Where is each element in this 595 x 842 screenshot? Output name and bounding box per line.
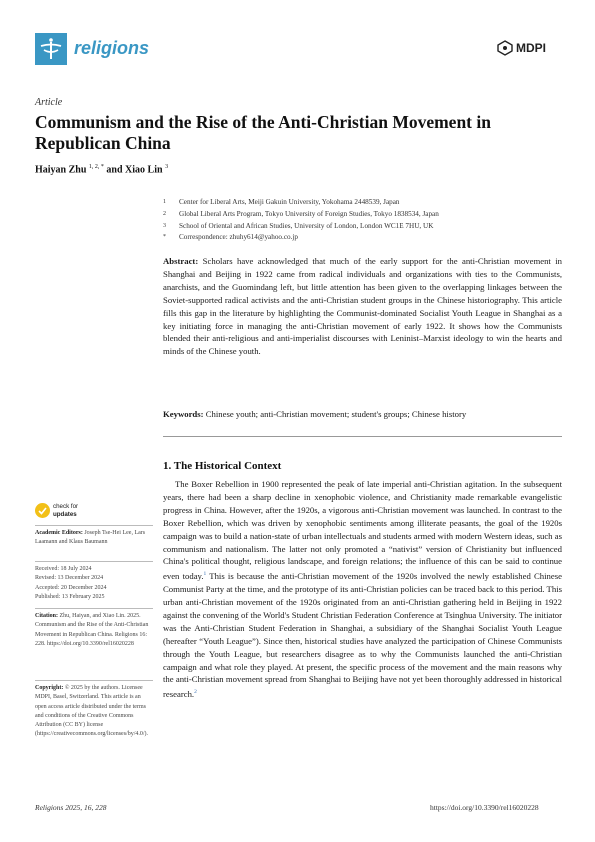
academic-editors: [35, 529, 153, 548]
affiliation-text: School of Oriental and African Studies, University of London, London WC1E 7HU, UK: [179, 222, 434, 230]
keywords-label: Keywords:: [163, 409, 204, 419]
copyright-label: Copyright:: [35, 685, 64, 691]
sidebar-divider: [35, 680, 153, 681]
publisher-name: MDPI: [516, 41, 546, 55]
check-for-updates-label[interactable]: [53, 503, 78, 518]
citation-label: Citation:: [35, 613, 58, 619]
authors: [35, 164, 168, 175]
journal-name: religions: [74, 38, 150, 58]
keywords: [163, 408, 562, 421]
journal-logo-icon: [35, 33, 67, 65]
citation-text[interactable]: Zhu, Haiyan, and Xiao Lin. 2025. Communism and the Rise of the Anti-Christian Movement in Republican China. Religions 16: 228. https://doi.org/10.3390/rel16020228: [35, 613, 149, 647]
author-name[interactable]: Xiao Lin: [125, 164, 163, 176]
academic-editors-names: Joseph Tse-Hei Lee, Lars Laamann and Klaus Baumann: [35, 530, 146, 546]
divider: [163, 436, 562, 437]
affiliation-mark: 2: [163, 211, 166, 217]
footnote-ref[interactable]: 2: [194, 689, 197, 696]
page-title: Communism and the Rise of the Anti-Christian Movement in Republican China: [35, 112, 491, 153]
received-date: Received: 18 July 2024: [35, 566, 92, 572]
revised-date: Revised: 13 December 2024: [35, 575, 104, 582]
accepted-date: Accepted: 20 December 2024: [35, 584, 107, 591]
citation: [35, 612, 153, 649]
footnote-ref[interactable]: 1: [203, 571, 207, 578]
authors-conjunction: and: [106, 164, 126, 176]
sidebar-divider: [35, 525, 153, 526]
affiliation-mark: *: [163, 234, 166, 240]
author-name[interactable]: Haiyan Zhu: [35, 164, 87, 176]
affiliation-text: Global Liberal Arts Program, Tokyo University of Foreign Studies, Tokyo 1838534, Japan: [179, 210, 439, 218]
mdpi-logo-icon: [497, 40, 513, 56]
affiliation-mark: 1: [163, 199, 166, 205]
abstract: [163, 255, 562, 358]
affiliation-text: Center for Liberal Arts, Meiji Gakuin University, Yokohama 2448539, Japan: [179, 198, 400, 206]
author-marks: 1, 2, *: [88, 164, 104, 170]
check-for-updates-line1: check for: [53, 503, 79, 510]
copyright-text[interactable]: © 2025 by the authors. Licensee MDPI, Basel, Switzerland. This article is an open access article distributed under the terms and conditions of the Creative Commons Attribution (CC BY) license (https://creativecommons.org/licenses/by/4.0/).: [35, 685, 149, 738]
copyright: [35, 684, 153, 740]
check-for-updates-icon[interactable]: [35, 503, 50, 518]
footer-doi-link[interactable]: https://doi.org/10.3390/rel16020228: [430, 803, 539, 812]
body-text-part: The Boxer Rebellion in 1900 represented the peak of late imperial anti-Christian agitation. In the subsequent years, there had been a sharp decline in xenophobic violence, and Christianity made remarkable evangelistic progress in China. However, after the 1920s, a vigorous anti-Christian movement was launched. In contrast to the Boxer Rebellion, which was driven by xenophobic sentiments among illiterate peasants, the goal of the 1920s campaign was to build a nation-state of urban intellectuals and students armed with modern Western ideas, such as communism and nationalism. The latter not only promoted a “nativist” version of Christianity but influenced China's political thought, religious landscape, and foreign relations; the influence of this can be said to continue even today.: [163, 479, 562, 582]
footer-journal-info: Religions 2025, 16, 228: [35, 803, 107, 812]
check-for-updates-line2: updates: [53, 510, 77, 518]
publication-dates: [35, 565, 153, 602]
academic-editors-label: Academic Editors:: [35, 530, 83, 536]
section-heading: 1. The Historical Context: [163, 460, 282, 472]
abstract-text: Scholars have acknowledged that much of the early support for the anti-Christian movement in Shanghai and Beijing in 1922 came from radical individuals and organizations with ties to the Communists, anarchists, and the Guomindang left, but little attention has been given to the overlapping linkages between the Soviet-supported radical activists and the anti-Christian student groups in the Chinese historiography. This article fills this gap in the literature by highlighting the Communist-dominated Socialist Youth League in Shanghai as a key initiating force in managing the anti-Christian movement of early 1922. It shows how the Communists blended their anti-religious and anti-imperialist discourses with Leninist–Marxist ideology to win the hearts and minds of the Chinese youth.: [163, 256, 563, 357]
keywords-text: Chinese youth; anti-Christian movement; student's groups; Chinese history: [205, 409, 467, 419]
abstract-label: Abstract:: [163, 256, 199, 266]
body-text-part: This is because the anti-Christian movement of the 1920s involved the newly established Chinese Communist Party at the time, and the prototype of its anti-Christian policies can be traced back to this period. This urban anti-Christian movement of the 1920s originated from an anti-Christian gathering held in Beijing in 1922 against the convening of the World's Student Christian Federation Conference at Tsinghua University. The initiator was the Anti-Christian Student Federation in Shanghai, a subsidiary of the Shanghai Socialist Youth League (hereafter “Youth League”). Since then, historical studies have analyzed the participation of Chinese Communists through the Youth League, but researchers disagree as to why the Communists launched the anti-Christian campaign and what role they played. At present, the specific process of the movement and the main reasons why the anti-Christian movement spread from Shanghai to Beijing have not yet been thoroughly addressed in historical research.: [163, 571, 562, 700]
affiliation-mark: 3: [163, 223, 166, 229]
published-date: Published: 13 February 2025: [35, 593, 105, 600]
sidebar-divider: [35, 561, 153, 562]
sidebar-divider: [35, 608, 153, 609]
body-paragraph: [163, 478, 562, 701]
author-marks: 3: [165, 164, 169, 170]
article-type: Article: [35, 97, 63, 108]
correspondence-email[interactable]: Correspondence: zhuhy614@yahoo.co.jp: [179, 233, 298, 241]
